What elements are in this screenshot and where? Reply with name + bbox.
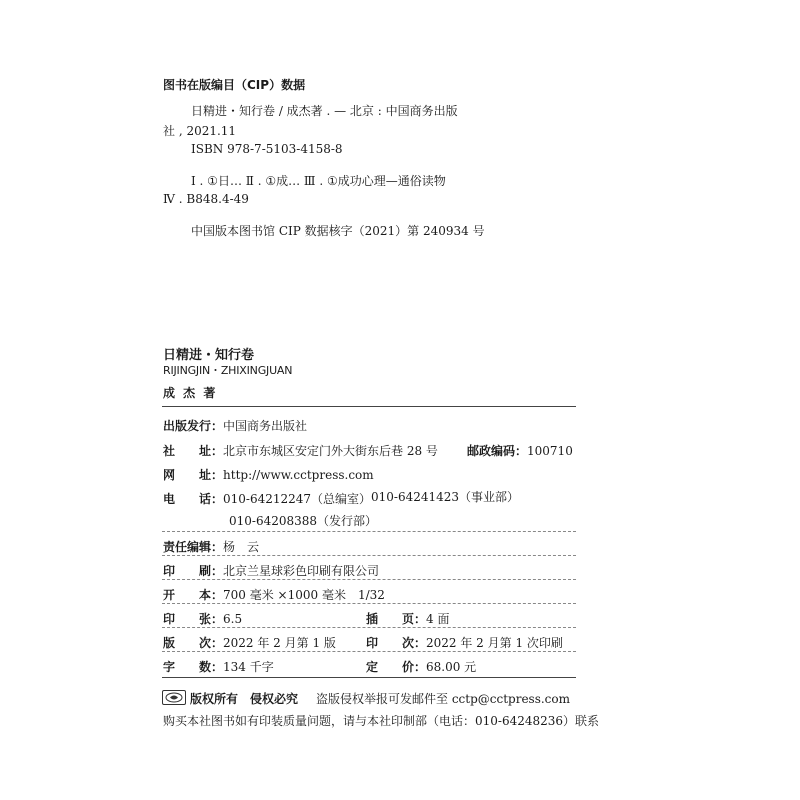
divider-dashed-6 xyxy=(162,651,576,652)
divider-bottom xyxy=(162,677,576,678)
printer-row xyxy=(163,560,379,579)
plates-row xyxy=(366,608,449,627)
website-value: http://www.cctpress.com xyxy=(223,468,374,482)
phone-editorial: 010-64212247（总编室） xyxy=(223,492,372,506)
cip-clc-number: Ⅳ . B848.4-49 xyxy=(163,192,249,206)
word-count-value: 134 千字 xyxy=(223,660,274,674)
address-value: 北京市东城区安定门外大街东后巷 28 号 xyxy=(223,444,438,458)
book-title-pinyin: RIJINGJIN・ZHIXINGJUAN xyxy=(163,364,293,377)
printer-value: 北京兰星球彩色印刷有限公司 xyxy=(223,564,380,578)
copyright-logo-icon xyxy=(162,690,186,705)
cip-isbn: ISBN 978-7-5103-4158-8 xyxy=(191,142,343,156)
edition-label: 版 次： xyxy=(163,636,224,650)
edition-value: 2022 年 2 月第 1 版 xyxy=(223,636,336,650)
divider-dashed-3 xyxy=(162,579,576,580)
edition-row xyxy=(163,632,336,651)
phone-row xyxy=(163,488,371,507)
plates-label: 插 页： xyxy=(366,612,427,626)
cip-verification-number: 中国版本图书馆 CIP 数据核字（2021）第 240934 号 xyxy=(191,224,485,238)
sheets-row xyxy=(163,608,242,627)
divider-dashed-1 xyxy=(162,531,576,532)
cip-heading: 图书在版编目（CIP）数据 xyxy=(163,78,306,92)
editor-value: 杨 云 xyxy=(223,540,260,554)
printer-label: 印 刷： xyxy=(163,564,224,578)
word-count-label: 字 数： xyxy=(163,660,224,674)
price-value: 68.00 元 xyxy=(426,660,477,674)
printing-row xyxy=(366,632,563,651)
printing-value: 2022 年 2 月第 1 次印刷 xyxy=(426,636,563,650)
word-count-row xyxy=(163,656,274,675)
sheets-value: 6.5 xyxy=(223,612,243,626)
phone-label: 电 话： xyxy=(163,492,224,506)
format-row xyxy=(163,584,385,603)
sheets-label: 印 张： xyxy=(163,612,224,626)
rights-reserved-text: 版权所有 侵权必究 xyxy=(190,692,299,706)
address-label: 社 址： xyxy=(163,444,224,458)
cip-classification-line: Ⅰ . ①日… Ⅱ . ①成… Ⅲ . ①成功心理—通俗读物 xyxy=(191,174,446,188)
cip-record-line2: 社 , 2021.11 xyxy=(163,124,237,138)
divider-dashed-5 xyxy=(162,627,576,628)
publisher-value: 中国商务出版社 xyxy=(223,419,308,433)
address-row xyxy=(163,440,438,459)
book-title: 日精进・知行卷 xyxy=(163,348,255,363)
format-value: 700 毫米 ×1000 毫米 1/32 xyxy=(223,588,385,602)
publisher-label: 出版发行： xyxy=(163,419,224,433)
postcode-row xyxy=(467,440,573,459)
price-row xyxy=(366,656,476,675)
plates-value: 4 面 xyxy=(426,612,450,626)
editor-row xyxy=(163,536,259,555)
postcode-label: 邮政编码： xyxy=(467,444,528,458)
phone-business: 010-64241423（事业部） xyxy=(371,490,520,504)
phone-distribution: 010-64208388（发行部） xyxy=(229,514,378,528)
divider-dashed-4 xyxy=(162,603,576,604)
postcode-value: 100710 xyxy=(527,444,573,458)
piracy-report-text: 盗版侵权举报可发邮件至 cctp@cctpress.com xyxy=(316,692,570,706)
divider-top xyxy=(162,406,576,407)
website-label: 网 址： xyxy=(163,468,224,482)
editor-label: 责任编辑： xyxy=(163,540,224,554)
printing-label: 印 次： xyxy=(366,636,427,650)
book-author: 成 杰 著 xyxy=(163,386,218,400)
quality-notice-text: 购买本社图书如有印装质量问题，请与本社印制部（电话：010-64248236）联系 xyxy=(163,714,600,728)
price-label: 定 价： xyxy=(366,660,427,674)
divider-dashed-2 xyxy=(162,555,576,556)
publisher-row xyxy=(163,415,307,434)
website-row xyxy=(163,464,374,483)
cip-record-line1: 日精进・知行卷 / 成杰著 . — 北京 : 中国商务出版 xyxy=(191,104,458,118)
format-label: 开 本： xyxy=(163,588,224,602)
